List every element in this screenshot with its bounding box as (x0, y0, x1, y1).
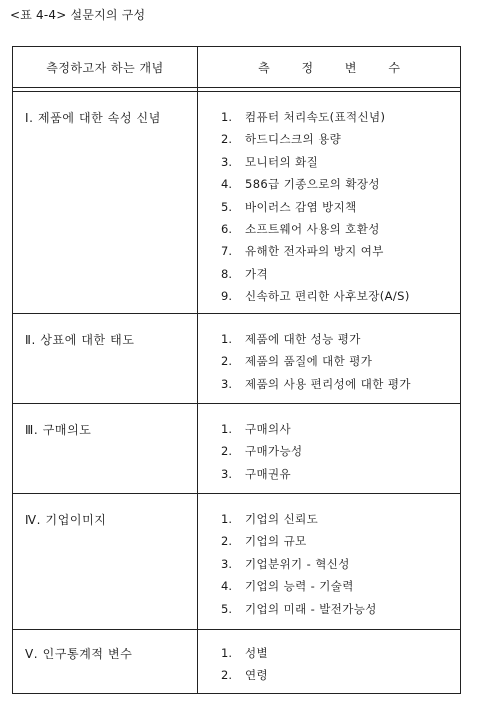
list-item: 8. 가격 (221, 266, 269, 281)
variables-5 (221, 645, 456, 690)
concept-1: Ⅰ. 제품에 대한 속성 신념 (25, 111, 161, 125)
list-item: 1. 제품에 대한 성능 평가 (221, 332, 361, 346)
list-item: 1. 컴퓨터 처리속도(표적신념) (221, 110, 386, 124)
list-item: 1. 기업의 신뢰도 (221, 512, 319, 526)
list-item: 3. 제품의 사용 편리성에 대한 평가 (221, 376, 411, 391)
list-item: 1. 구매의사 (221, 422, 292, 436)
concept-4: Ⅳ. 기업이미지 (25, 513, 107, 527)
variables-3 (221, 421, 456, 488)
header-variable: 측 정 변 수 (258, 61, 414, 75)
concept-3: Ⅲ. 구매의도 (25, 423, 92, 437)
list-item: 2. 구매가능성 (221, 444, 303, 459)
variables-1 (221, 109, 456, 311)
list-item: 3. 기업분위기 - 혁신성 (221, 556, 350, 571)
list-item: 6. 소프트웨어 사용의 호환성 (221, 221, 380, 236)
concept-2: Ⅱ. 상표에 대한 태도 (25, 333, 135, 347)
variables-4 (221, 511, 456, 623)
list-item: 3. 구매권유 (221, 466, 292, 481)
list-item: 2. 하드디스크의 용량 (221, 132, 342, 147)
list-item: 9. 신속하고 편리한 사후보장(A/S) (221, 289, 410, 304)
list-item: 1. 성별 (221, 646, 269, 660)
list-item: 2. 연령 (221, 668, 269, 683)
list-item: 2. 제품의 품질에 대한 평가 (221, 354, 373, 369)
list-item: 3. 모니터의 화질 (221, 154, 319, 169)
list-item: 4. 586급 기종으로의 확장성 (221, 177, 380, 192)
list-item: 2. 기업의 규모 (221, 534, 307, 549)
row-separator (13, 493, 460, 494)
variables-2 (221, 331, 456, 398)
row-separator (13, 629, 460, 630)
header-concept: 측정하고자 하는 개념 (46, 61, 164, 75)
row-separator (13, 403, 460, 404)
list-item: 4. 기업의 능력 - 기술력 (221, 579, 354, 594)
header-separator (13, 87, 460, 92)
list-item: 5. 바이러스 감염 방지책 (221, 199, 357, 214)
row-separator (13, 313, 460, 314)
list-item: 5. 기업의 미래 - 발전가능성 (221, 601, 377, 616)
column-divider (197, 47, 198, 693)
questionnaire-table (12, 46, 461, 694)
list-item: 7. 유해한 전자파의 방지 여부 (221, 244, 384, 259)
concept-5: Ⅴ. 인구통계적 변수 (25, 647, 133, 661)
table-caption: <표 4-4> 설문지의 구성 (10, 8, 146, 22)
